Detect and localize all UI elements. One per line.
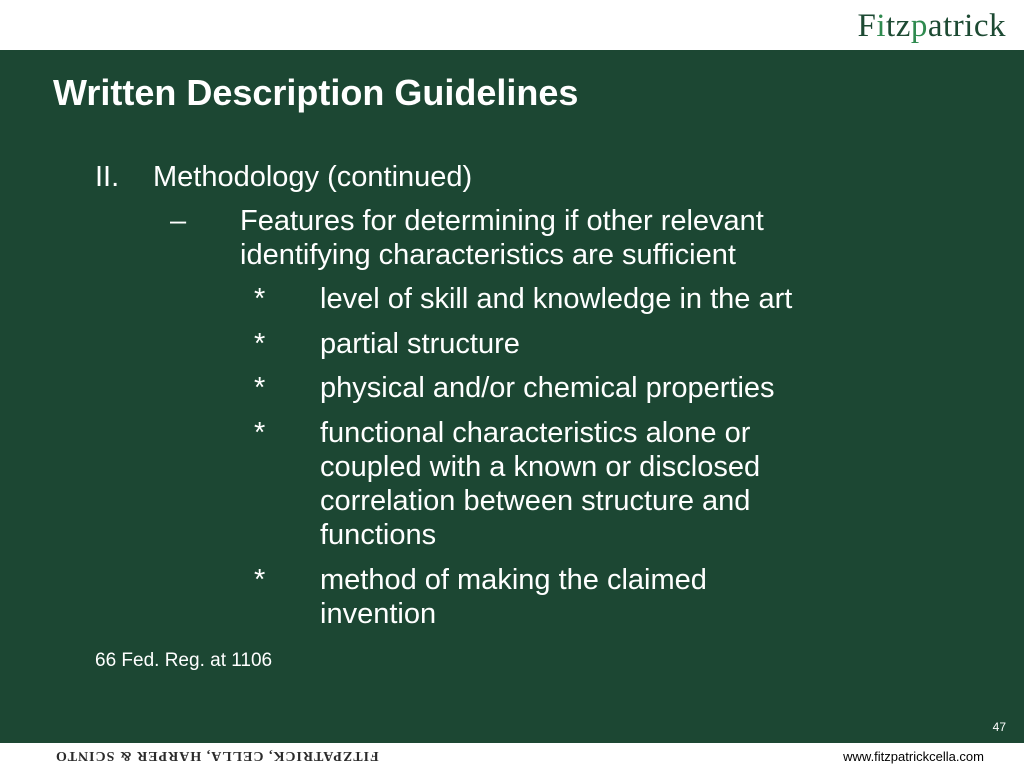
dash-marker: –: [170, 205, 187, 237]
bullet-text: functional characteristics alone or: [320, 417, 751, 449]
subitem-line: Features for determining if other relevant: [240, 205, 764, 237]
bullet-text: partial structure: [320, 328, 520, 360]
logo-part-accent: p: [910, 8, 928, 44]
asterisk-marker: *: [254, 372, 266, 404]
slide-body: [0, 50, 1024, 743]
logo-part-accent: i: [876, 8, 887, 44]
fitzpatrick-logo: [858, 8, 1006, 45]
subitem-line: identifying characteristics are sufficient: [240, 239, 736, 271]
bullet-text: method of making the claimed: [320, 564, 707, 596]
bullet-text: coupled with a known or disclosed: [320, 451, 761, 483]
section-label: Methodology (continued): [153, 161, 473, 193]
asterisk-marker: *: [254, 564, 266, 596]
bullet-text: functions: [320, 519, 437, 551]
bullet-text: correlation between structure and: [320, 485, 751, 517]
bullet-text: physical and/or chemical properties: [320, 372, 775, 404]
bullet-text: invention: [320, 598, 437, 630]
asterisk-marker: *: [254, 417, 266, 449]
slide-title: Written Description Guidelines: [53, 72, 579, 113]
citation-text: 66 Fed. Reg. at 1106: [95, 650, 273, 671]
bullet-text: level of skill and knowledge in the art: [320, 283, 793, 315]
footer-bar: [0, 743, 1024, 768]
asterisk-marker: *: [254, 283, 266, 315]
asterisk-marker: *: [254, 328, 266, 360]
logo-part: F: [857, 8, 877, 44]
firm-name-logo: FITZPATRICK, CELLA, HARPER & SCINTO: [55, 748, 379, 763]
website-url: www.fitzpatrickcella.com: [843, 749, 984, 764]
logo-part: atrick: [927, 8, 1006, 44]
logo-part: tz: [886, 8, 911, 44]
page-number: 47: [992, 720, 1006, 734]
section-marker: II.: [95, 161, 120, 193]
header-bar: [0, 0, 1024, 50]
